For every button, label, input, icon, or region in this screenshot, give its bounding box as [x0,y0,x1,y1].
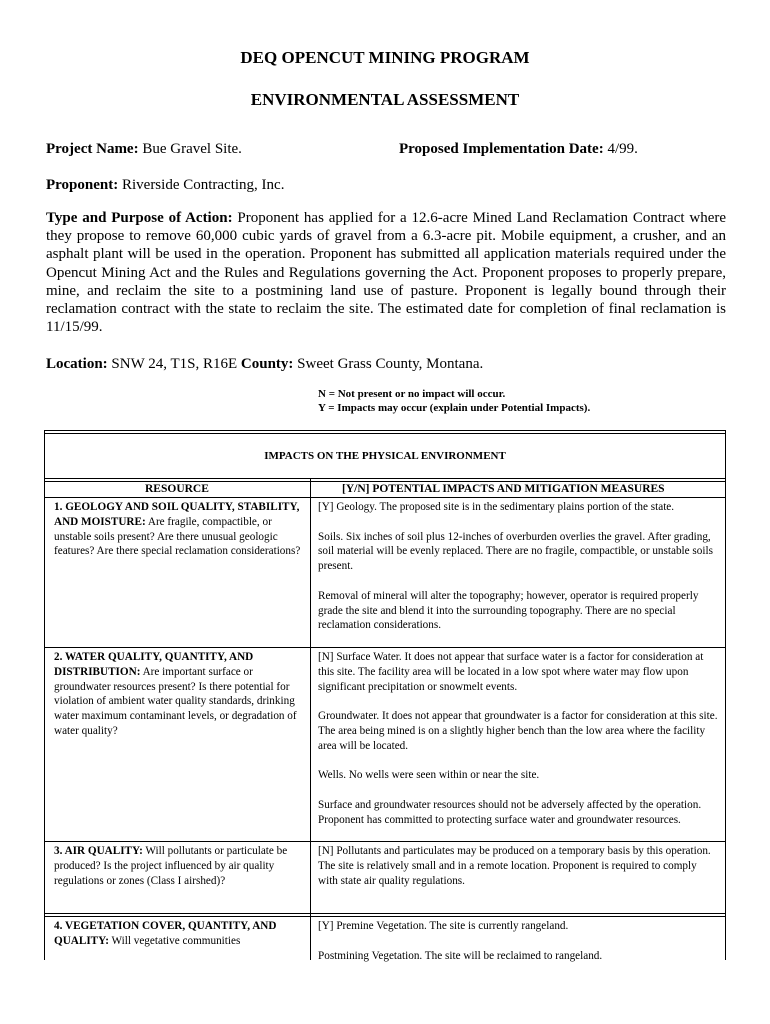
table-row-resource [54,844,304,888]
column-header-resource: RESOURCE [145,483,209,495]
impact-text: Geology. The proposed site is in the sedimentary plains portion of the state. [333,501,675,513]
location-label: Location: [46,356,108,372]
section-title: IMPACTS ON THE PHYSICAL ENVIRONMENT [264,450,506,462]
table-row-resource [54,650,304,739]
impact-flag: [N] [318,845,334,857]
resource-description: Are fragile, compactible, or unstable soils present? Are there unusual geologic features? Are there special reclamation considerations? [54,515,301,558]
resource-title: 2. WATER QUALITY, QUANTITY, AND DISTRIBUTION: [54,651,254,678]
section-divider [44,478,726,482]
proponent [46,176,284,194]
resource-title: 4. VEGETATION COVER, QUANTITY, AND QUALITY: [54,920,277,947]
impact-text: Soils. Six inches of soil plus 12-inches of overburden overlies the gravel. After grading, soil material will be evenly replaced. There are no fragile, compactible, or unstable soils present. [318,530,713,573]
resource-title: 1. GEOLOGY AND SOIL QUALITY, STABILITY, AND MOISTURE: [54,501,300,528]
impact-text: Pollutants and particulates may be produced on a temporary basis by this operation. The site is relatively small and in a remote location. Proponent is required to comply with state air quality regulations. [318,845,711,887]
county-value: Sweet Grass County, Montana. [297,356,484,372]
table-row-impacts [318,500,718,633]
impact-text: Postmining Vegetation. The site will be reclaimed to rangeland. [318,949,603,962]
table-row-resource [54,919,304,949]
program-title: DEQ OPENCUT MINING PROGRAM [240,48,530,67]
impact-flag: [N] [318,651,334,663]
purpose-label: Type and Purpose of Action: [46,210,233,226]
column-header-impacts: [Y/N] POTENTIAL IMPACTS AND MITIGATION MEASURES [342,483,665,495]
proponent-label: Proponent: [46,177,119,193]
location-value: SNW 24, T1S, R16E [111,356,238,372]
project-name [46,140,242,158]
impact-text: Premine Vegetation. The site is currently rangeland. [333,920,569,932]
table-row-impacts [318,919,718,963]
project-name-label: Project Name: [46,141,139,157]
project-name-value: Bue Gravel Site. [142,141,242,157]
row-divider [44,913,726,917]
table-left-border [44,430,45,960]
county-label: County: [240,356,294,372]
impact-text: Removal of mineral will alter the topography; however, operator is required properly grade the site and blend it into the surrounding topography. There are no special reclamation considerations. [318,589,699,632]
implementation-date [399,140,638,158]
table-right-border [725,430,726,960]
impact-text: Surface Water. It does not appear that surface water is a factor for consideration at this site. The facility area will be located in a low spot where water may flow upon significant precipitation or snowmelt events. [318,651,704,693]
impact-flag: [Y] [318,920,334,932]
location-line [46,355,483,373]
implementation-date-value: 4/99. [607,141,638,157]
resource-description: Are important surface or groundwater resources present? Is there potential for violation of ambient water quality standards, drinking water maximum contaminant levels, or degradation of water quality? [54,665,297,737]
legend-n: N = Not present or no impact will occur. [318,388,506,400]
row-divider [44,647,726,648]
table-top-border [44,430,726,434]
document-title: ENVIRONMENTAL ASSESSMENT [250,90,520,109]
table-row-impacts [318,650,718,828]
table-row-resource [54,500,304,559]
impact-text: Surface and groundwater resources should not be adversely affected by the operation. Proponent has committed to protecting surface water and groundwater resources. [318,798,702,826]
header-divider [44,497,726,498]
proponent-value: Riverside Contracting, Inc. [121,177,285,193]
purpose-text: Proponent has applied for a 12.6-acre Mined Land Reclamation Contract where they propose to remove 60,000 cubic yards of gravel from a 6.3-acre pit. Mobile equipment, a crusher, and an asphalt plant will be used in the operation. Proponent has submitted all application materials required under the Opencut Mining Act and the Rules and Regulations governing the Act. Proponent proposes to properly prepare, mine, and reclaim the site to a postmining land use of pasture. Proponent is legally bound through their reclamation contract with the state to reclaim the site. The estimated date for completion of final reclamation is 11/15/99. [46,210,727,336]
resource-title: 3. AIR QUALITY: [54,845,143,857]
column-divider [310,479,311,960]
impact-flag: [Y] [318,501,334,513]
purpose-paragraph [46,209,726,336]
resource-description: Will pollutants or particulate be produced? Is the project influenced by air quality regulations or zones (Class I airshed)? [54,845,288,887]
row-divider [44,841,726,842]
resource-description: Will vegetative communities [108,934,241,947]
impact-text: Wells. No wells were seen within or near the site. [318,769,540,782]
legend-y: Y = Impacts may occur (explain under Potential Impacts). [318,402,591,414]
implementation-date-label: Proposed Implementation Date: [399,141,604,157]
table-row-impacts [318,844,718,888]
impact-text: Groundwater. It does not appear that groundwater is a factor for consideration at this site. The area being mined is on a slightly higher bench than the low area where the facility area will be located. [318,710,718,752]
